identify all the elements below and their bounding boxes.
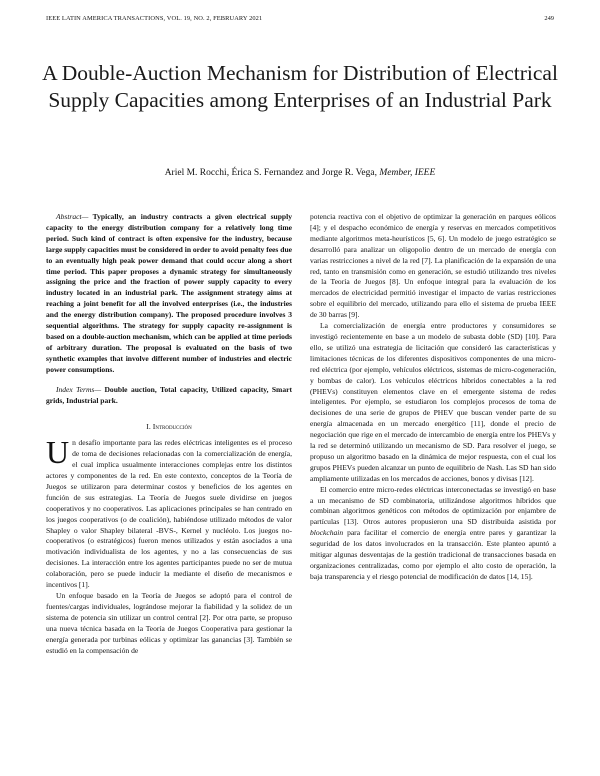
right-paragraph-3-start: El comercio entre micro-redes eléctricas interconectadas se investigó en base a un mecanismo de SD combinatoria, utilizándose algoritmos híbridos que combinan algoritmos genéticos con métodos de optimización por enjambre de partículas [13]. Otros autores propusieron una SD distribuida asistida por bbox=[310, 484, 556, 527]
abstract-label: Abstract— bbox=[56, 212, 89, 221]
page-number: 249 bbox=[544, 15, 554, 22]
index-terms bbox=[46, 385, 292, 407]
index-terms-label: Index Terms— bbox=[56, 384, 102, 394]
section-heading-introduction bbox=[46, 422, 292, 433]
section-title: Introducción bbox=[152, 422, 192, 432]
right-paragraph-3-end: para facilitar el comercio de energía entre pares y garantizar la seguridad de los datos involucrados en la transacción. Este planteo apuntó a mitigar algunas desventajas de la gestión tradicional de transacciones basada en organizaciones centralizadas, como por ejemplo el alto costo de operación, la baja transparencia y el riesgo potencial de modificación de datos [14, 15]. bbox=[310, 528, 556, 581]
journal-header: IEEE LATIN AMERICA TRANSACTIONS, VOL. 19, NO. 2, FEBRUARY 2021 bbox=[46, 15, 263, 22]
author-names: Ariel M. Rocchi, Érica S. Fernandez and Jorge R. Vega, bbox=[164, 168, 377, 178]
paper-title: A Double-Auction Mechanism for Distribution of Electrical Supply Capacities among Enterprises of an Industrial Park bbox=[42, 61, 558, 112]
abstract bbox=[46, 212, 292, 376]
right-paragraph-2: La comercialización de energía entre productores y consumidores se investigó recientemente en base a un modelo de subasta doble (SD) [10]. Para ello, se utilizó una estrategia de licitación que consideró las características y limitaciones técnicas de los diferentes dispositivos componentes de una micro-red eléctrica (por ejemplo, vehículos eléctricos, sistemas de micro-cogeneración, y bombas de calor). Los vehículos eléctricos híbridos conectables a la red (PHEVs) constituyen elementos clave en el emergente sistema de redes inteligentes. Por ejemplo, se estudiaron los complejos procesos de toma de decisiones de una serie de grupos de PHEV que buscan vender parte de su energía almacenada en un mercado energético [11], donde el precio de negociación que rige en el mercado de intercambio de energía entre los PHEVs y la red se determinó utilizando un mecanismo de SD. Para resolver el juego, se propuso un algoritmo basado en la dinámica de mejor respuesta, con el cual los grupos PHEVs pueden alcanzar un punto de equilibrio de Nash. Las SD han sido ampliamente utilizadas en los mercados de acciones, bonos y divisas [12]. bbox=[310, 321, 556, 483]
left-column bbox=[46, 212, 292, 656]
blockchain-term: blockchain bbox=[310, 528, 344, 538]
right-column bbox=[310, 212, 556, 583]
author-role: Member, IEEE bbox=[379, 168, 436, 178]
abstract-text: Typically, an industry contracts a given electrical supply capacity to the energy distribution company for a relatively long time period. Such kind of contract is often expensive for the industry, because large supply capacities must be considered in order to avoid penalty fees due to an eventually high peak power demand that could occur along a short time period. This paper proposes a dynamic strategy for simultaneously assigning the price and the fraction of power supply capacity to every industry located in an industrial park. The assignment strategy aims at reaching a joint benefit for all the involved enterprises (i.e., the industries and the energy distribution company). The proposed procedure involves 3 sequential algorithms. The strategy for supply capacity re-assignment is based on a double-auction mechanism, which can be applied at time periods of arbitrary duration. The proposal is evaluated on the basis of two synthetic examples that involve different number of industries and electric power consumptions. bbox=[46, 212, 292, 374]
drop-cap: U bbox=[46, 434, 70, 471]
intro-paragraph-1 bbox=[46, 434, 292, 591]
right-paragraph-3 bbox=[310, 485, 556, 583]
index-terms-text: Double auction, Total capacity, Utilized capacity, Smart grids, Industrial park. bbox=[46, 384, 292, 405]
right-paragraph-1: potencia reactiva con el objetivo de optimizar la generación en parques eólicos [4]; y el despacho económico de energía y reservas en mercados competitivos mediante algoritmos meta-heurísticos [5, 6]. Un modelo de juego estratégico se desarrolló para analizar un oligopolio dentro de un mercado de energía con varias restricciones a nivel de la red [7]. La planificación de la expansión de una red, tanto en transmisión como en generación, se estudió utilizando tres niveles de la Teoría de Juegos [8]. Un enfoque integral para la evaluación de los mercados de electricidad permitió investigar el impacto de varias restricciones sobre el equilibrio del mercado, utilizando para ello el sistema de prueba IEEE de 30 barras [9]. bbox=[310, 212, 556, 320]
section-number: I. bbox=[146, 422, 151, 432]
intro-paragraph-1-text: n desafío importante para las redes eléctricas inteligentes es el proceso de toma de decisiones relacionadas con la comercialización de energía, el cual implica usualmente interacciones complejas entre los distintos actores y componentes de la red. En este contexto, conceptos de la Teoría de Juegos se utilizaron para determinar costos y beneficios de los agentes en función de sus estrategias. La Teoría de Juegos suele dividirse en juegos cooperativos y no cooperativos. Las aplicaciones principales se han centrado en los juegos cooperativos (o de coalición), habiéndose utilizado métodos de valor Shapley o valor Shapley bilateral -BVS-, Kernel y nucléolo. Los juegos no-cooperativos (o estratégicos) fueron menos utilizados y están asociados a una motivación individualista de los agentes, y no a las consecuencias de sus decisiones. La interacción entre los agentes participantes puede no ser de mutua colaboración, pero se puede inducir la mediante el diseño de mecanismos e incentivos [1]. bbox=[46, 438, 292, 590]
author-line bbox=[40, 168, 560, 178]
intro-paragraph-2: Un enfoque basado en la Teoría de Juegos se adoptó para el control de fuentes/cargas individuales, lográndose mejorar la fiabilidad y la solidez de un sistema de potencia sin utilizar un control central [2]. Por otra parte, se propuso una nueva técnica basada en la Teoría de Juegos Cooperativa para gestionar la energía generada por turbinas eólicas y optimizar las ganancias [3]. También se estudió en la compensación de bbox=[46, 591, 292, 655]
